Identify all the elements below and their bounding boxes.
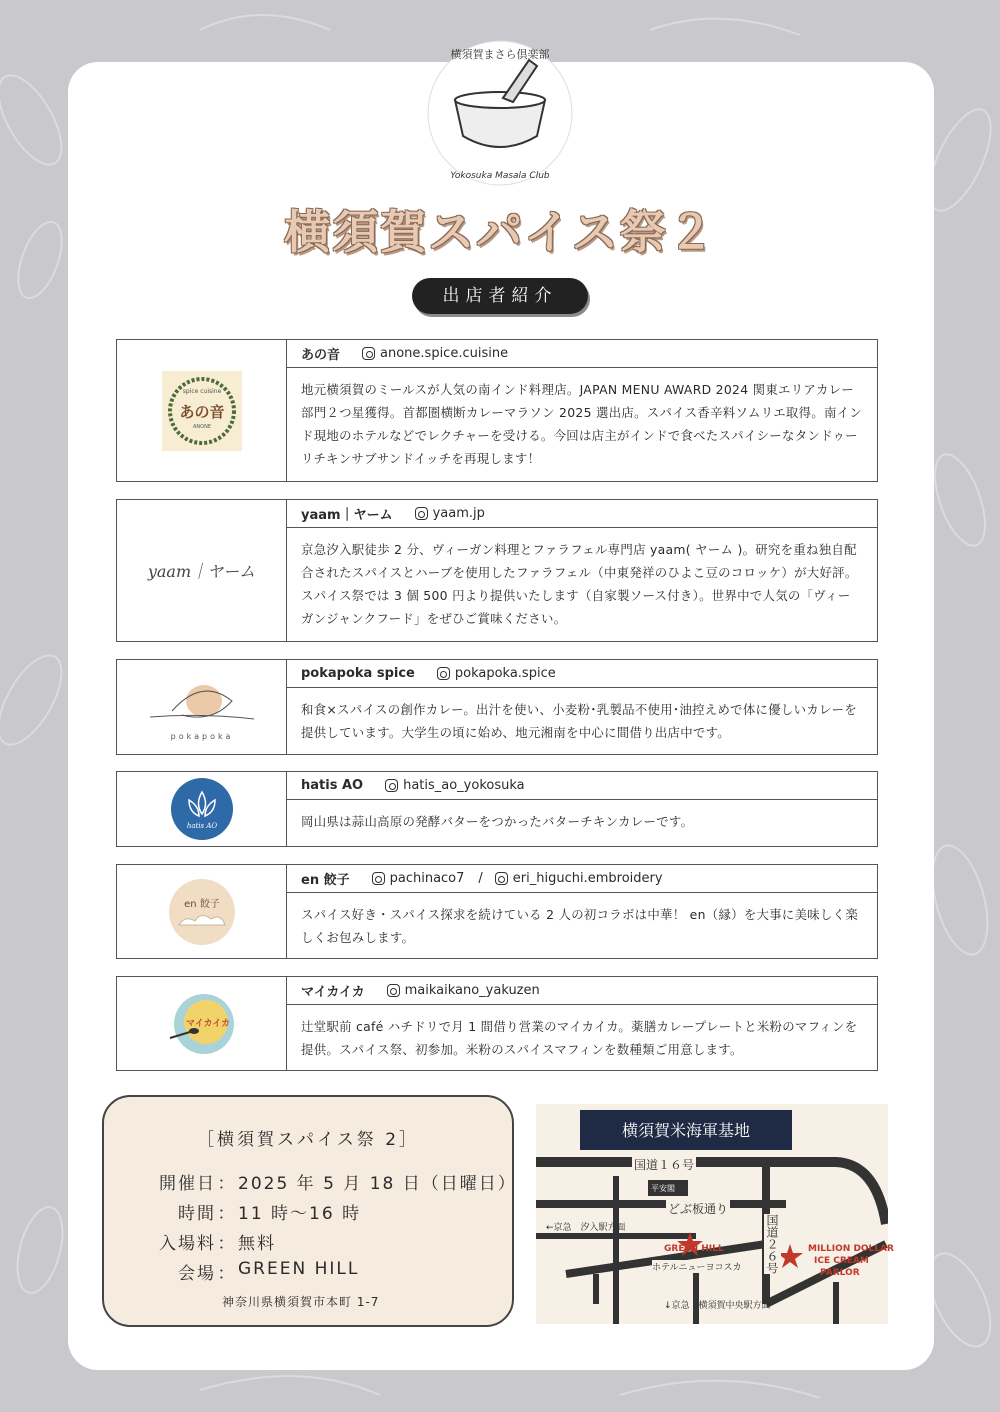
club-name-ja: 横須賀まさら倶楽部 xyxy=(450,48,550,61)
vendor-name: マイカイカ xyxy=(301,985,365,1000)
vendor-card-yaam xyxy=(116,499,878,642)
svg-text:あの音: あの音 xyxy=(178,402,225,421)
event-row-venue: 会場 ： GREEN HILL xyxy=(178,1259,360,1284)
instagram-icon xyxy=(362,347,375,360)
instagram-icon xyxy=(415,507,428,520)
vendor-description: 辻堂駅前 café ハチドリで月 1 間借り営業のマイカイカ。薬膳カレープレートと米粉のマフィンを提供。スパイス祭、初参加。米粉のスパイスマフィンを数種類ご用意します。 xyxy=(301,1019,858,1057)
vendor-card-hatis-ao xyxy=(116,771,878,847)
vendor-card-anone xyxy=(116,339,878,482)
map-hotel: ホテルニューヨコスカ xyxy=(652,1260,742,1273)
instagram-handle[interactable]: anone.spice.cuisine xyxy=(362,346,508,361)
map-green-hill: GREEN HILL xyxy=(664,1244,724,1254)
map-parlor: PARLOR xyxy=(820,1268,860,1278)
vendor-name: yaam｜ヤーム xyxy=(301,508,393,523)
vendor-description: 京急汐入駅徒歩 2 分、ヴィーガン料理とファラフェル専門店 yaam( ヤーム )。研究を重ね独自配合されたスパイスとハーブを使用したファラフェル（中東発祥のひよこ豆のコロッケ）が大好評。スパイス祭では 3 個 500 円より提供いたします（自家製ソース付き）。世界中で人気の「ヴィーガンジャンクフード」をぜひご賞味ください。 xyxy=(301,542,858,626)
instagram-icon xyxy=(387,984,400,997)
vendor-name: en 餃子 xyxy=(301,873,350,888)
instagram-handle[interactable]: maikaikano_yakuzen xyxy=(387,983,540,998)
vendor-logo xyxy=(117,340,287,481)
vendor-header xyxy=(287,772,877,800)
vendor-logo xyxy=(117,500,287,641)
svg-text:pokapoka: pokapoka xyxy=(170,732,233,741)
vendor-description: 和食×スパイスの創作カレー。出汁を使い、小麦粉･乳製品不使用･油控えめで体に優しいカレーを提供しています。大学生の頃に始め、地元湘南を中心に間借り出店中です。 xyxy=(301,702,858,740)
vendor-card-en-gyoza xyxy=(116,864,878,959)
map-shioiri-direction: ←京急 汐入駅方面 xyxy=(546,1223,626,1233)
instagram-icon xyxy=(495,872,508,885)
instagram-handle[interactable]: hatis_ao_yokosuka xyxy=(385,778,525,793)
vendor-header xyxy=(287,500,877,528)
map-road-16: 国道１６号 xyxy=(634,1158,695,1172)
en-gyoza-cloud-logo-icon xyxy=(167,877,237,947)
event-address: 神奈川県横須賀市本町 1-7 xyxy=(222,1295,380,1309)
vendor-description: スパイス好き・スパイス探求を続けている 2 人の初コラボは中華！ en（縁）を大事に美味しく楽しくお包みします。 xyxy=(301,907,859,945)
map-route-26: 国道２６号 xyxy=(765,1214,779,1274)
event-date: 2025 年 5 月 18 日（日曜日） xyxy=(238,1174,517,1194)
svg-text:hatis AO: hatis AO xyxy=(186,822,217,830)
svg-text:spice cuisine: spice cuisine xyxy=(182,387,221,395)
vendor-header xyxy=(287,660,877,688)
event-row-fee: 入場料 ： 無料 xyxy=(128,1229,276,1254)
pokapoka-egg-logo-icon xyxy=(142,667,262,747)
vendor-logo xyxy=(117,865,287,958)
instagram-handle[interactable]: yaam.jp xyxy=(415,506,485,521)
event-title: ［横須賀スパイス祭 2］ xyxy=(196,1130,420,1150)
instagram-icon xyxy=(372,872,385,885)
event-venue: GREEN HILL xyxy=(238,1259,360,1279)
section-label: 出店者紹介 xyxy=(412,278,588,314)
venue-map[interactable] xyxy=(536,1104,894,1324)
vendor-description: 地元横須賀のミールスが人気の南インド料理店。JAPAN MENU AWARD 2024 関東エリアカレー部門２つ星獲得。首都圏横断カレーマラソン 2025 選出店。スパイス香辛料ソムリエ取得。南インド現地のホテルなどでレクチャーを受ける。今回は店主がインドで食べたスパイシーなタンドゥーリチキンサブサンドイッチを再現します！ xyxy=(301,382,863,466)
vendor-name: あの音 xyxy=(301,348,341,363)
handle-separator: / xyxy=(478,871,483,886)
club-logo-mortar-icon xyxy=(425,38,575,188)
yaam-logo-text: yaam｜ヤーム xyxy=(147,562,256,581)
map-header: 横須賀米海軍基地 xyxy=(621,1121,750,1140)
event-fee: 無料 xyxy=(238,1234,276,1254)
vendor-header xyxy=(287,977,877,1005)
anone-wreath-logo-icon xyxy=(162,371,242,451)
instagram-icon xyxy=(385,779,398,792)
event-row-time: 時間 ： 11 時～16 時 xyxy=(128,1199,361,1224)
map-million-dollar: MILLION DOLLAR xyxy=(808,1244,894,1254)
svg-text:マイカイカ: マイカイカ xyxy=(185,1018,230,1029)
map-dobuita: どぶ板通り xyxy=(668,1202,729,1216)
vendor-card-maikaika xyxy=(116,976,878,1071)
vendor-logo xyxy=(117,772,287,846)
page-title: 横須賀スパイス祭２ xyxy=(284,205,716,259)
vendor-header xyxy=(287,865,877,893)
club-name-en: Yokosuka Masala Club xyxy=(450,171,550,181)
instagram-handle[interactable]: pokapoka.spice xyxy=(437,666,556,681)
hatis-ao-lotus-logo-icon xyxy=(169,776,235,842)
maikaika-plate-logo-icon xyxy=(166,988,238,1060)
svg-text:en 餃子: en 餃子 xyxy=(183,898,220,910)
map-ice-cream: ICE CREAM xyxy=(814,1256,869,1266)
vendor-header xyxy=(287,340,877,368)
svg-text:ANONE: ANONE xyxy=(192,423,211,430)
instagram-icon xyxy=(437,667,450,680)
vendor-name: hatis AO xyxy=(301,778,364,793)
vendor-description: 岡山県は蒜山高原の発酵バターをつかったバターチキンカレーです。 xyxy=(301,814,694,829)
vendor-logo xyxy=(117,660,287,754)
vendor-logo xyxy=(117,977,287,1070)
map-heiankaku: 平安閣 xyxy=(651,1184,675,1193)
map-chuo-direction: ↓京急 横須賀中央駅方面 xyxy=(664,1301,771,1311)
event-time: 11 時～16 時 xyxy=(238,1204,362,1224)
instagram-handle-2[interactable]: eri_higuchi.embroidery xyxy=(495,871,663,886)
event-info-box xyxy=(102,1095,517,1327)
vendor-name: pokapoka spice xyxy=(301,666,415,681)
event-row-date: 開催日 ： 2025 年 5 月 18 日（日曜日） xyxy=(128,1169,517,1194)
instagram-handle[interactable]: pachinaco7 xyxy=(372,871,465,886)
vendor-card-pokapoka xyxy=(116,659,878,755)
